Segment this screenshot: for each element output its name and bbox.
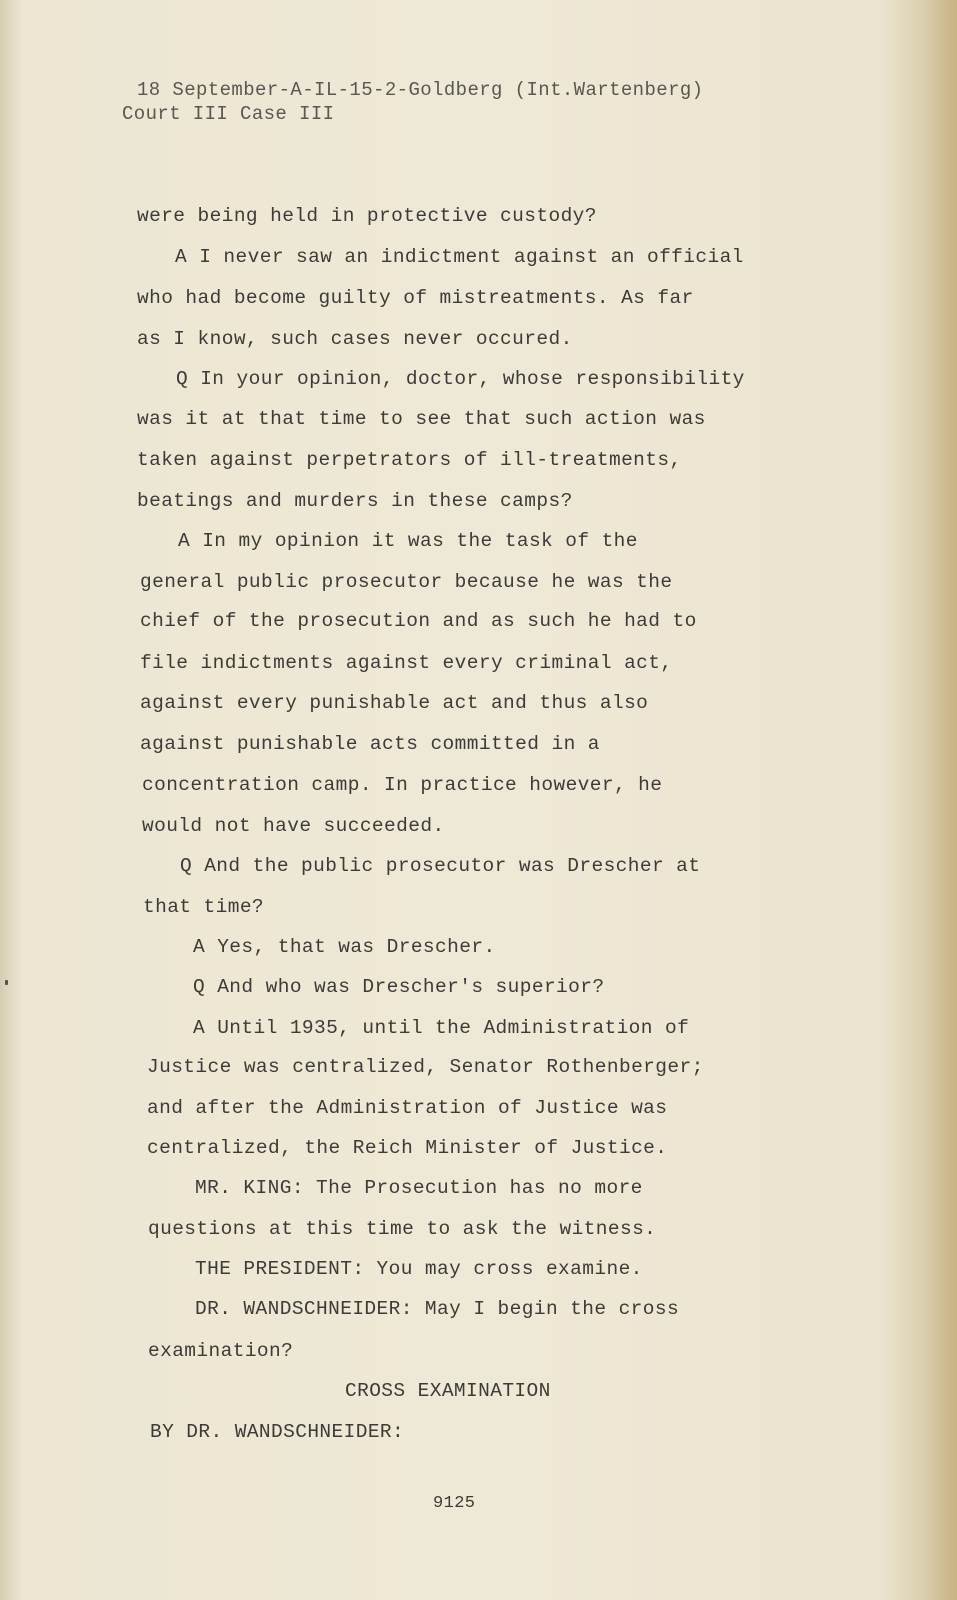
transcript-line: against every punishable act and thus also <box>140 692 649 714</box>
transcript-line: general public prosecutor because he was the <box>140 571 673 593</box>
transcript-line: centralized, the Reich Minister of Justice. <box>147 1137 668 1159</box>
transcript-line: that time? <box>143 896 265 918</box>
transcript-line: and after the Administration of Justice was <box>147 1097 668 1119</box>
transcript-line: chief of the prosecution and as such he had to <box>140 610 697 632</box>
transcript-line: A In my opinion it was the task of the <box>178 530 638 552</box>
transcript-line: against punishable acts committed in a <box>140 733 600 755</box>
transcript-line: was it at that time to see that such action was <box>137 408 706 430</box>
transcript-line: Q And who was Drescher's superior? <box>193 976 605 998</box>
transcript-line: A I never saw an indictment against an official <box>175 246 744 268</box>
examiner-line: BY DR. WANDSCHNEIDER: <box>150 1421 405 1443</box>
transcript-line: A Yes, that was Drescher. <box>193 936 496 958</box>
transcript-line: MR. KING: The Prosecution has no more <box>195 1177 643 1199</box>
transcript-line: THE PRESIDENT: You may cross examine. <box>195 1258 643 1280</box>
transcript-line: were being held in protective custody? <box>137 205 597 227</box>
transcript-line: who had become guilty of mistreatments. As far <box>137 287 694 309</box>
transcript-line: Q In your opinion, doctor, whose responsibility <box>176 368 745 390</box>
transcript-line: DR. WANDSCHNEIDER: May I begin the cross <box>195 1298 680 1320</box>
header-court-line: Court III Case III <box>122 103 335 125</box>
transcript-line: examination? <box>148 1340 294 1362</box>
ink-speck <box>5 980 8 985</box>
transcript-line: file indictments against every criminal act, <box>140 652 673 674</box>
transcript-line: Justice was centralized, Senator Rothenberger; <box>147 1056 704 1078</box>
transcript-line: beatings and murders in these camps? <box>137 490 573 512</box>
page-number: 9125 <box>433 1494 476 1513</box>
transcript-line: A Until 1935, until the Administration of <box>193 1017 690 1039</box>
header-session-line: 18 September-A-IL-15-2-Goldberg (Int.Wartenberg) <box>137 79 704 101</box>
transcript-line: Q And the public prosecutor was Drescher at <box>180 855 701 877</box>
transcript-line: concentration camp. In practice however, he <box>142 774 663 796</box>
transcript-line: as I know, such cases never occured. <box>137 328 573 350</box>
transcript-line: questions at this time to ask the witness. <box>148 1218 657 1240</box>
transcript-line: taken against perpetrators of ill-treatments, <box>137 449 682 471</box>
page-edge-shadow <box>923 0 957 1600</box>
section-heading: CROSS EXAMINATION <box>345 1380 551 1402</box>
transcript-line: would not have succeeded. <box>142 815 445 837</box>
